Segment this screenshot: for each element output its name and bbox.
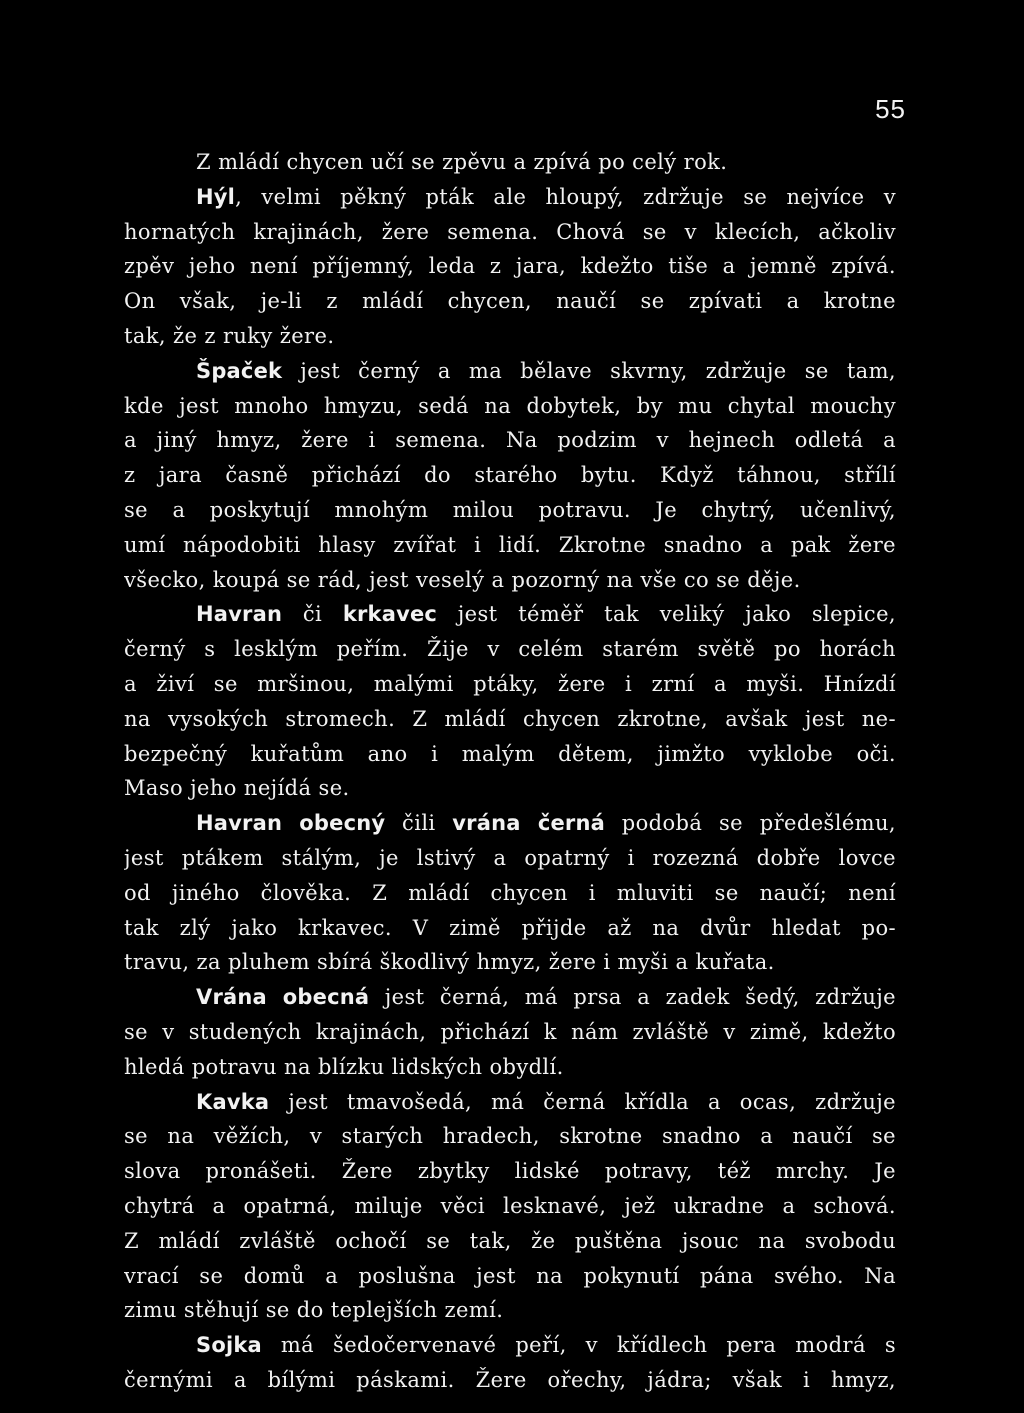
- text-run: z jara časně přichází do starého bytu. Když táhnou, střílí: [124, 463, 896, 488]
- text-run: se a poskytují mnohým milou potravu. Je chytrý, učenlivý,: [124, 497, 896, 522]
- text-line: [124, 1224, 896, 1259]
- text-run: hornatých krajinách, žere semena. Chová se v klecích, ačkoliv: [124, 219, 896, 244]
- species-name: Havran obecný: [196, 811, 386, 836]
- text-line: [124, 737, 896, 772]
- text-run: čili: [385, 811, 453, 836]
- text-line: [124, 945, 896, 980]
- body-text: [124, 145, 896, 1398]
- text-run: od jiného člověka. Z mládí chycen i mluviti se naučí; není: [124, 880, 896, 905]
- text-line: [124, 528, 896, 563]
- text-line: [124, 1119, 896, 1154]
- text-run: má šedočervenavé peří, v křídlech pera modrá s: [261, 1333, 896, 1358]
- text-line: [124, 876, 896, 911]
- text-run: chytrá a opatrná, miluje věci lesknavé, jež ukradne a schová.: [124, 1193, 896, 1218]
- text-line: [124, 1050, 896, 1085]
- species-name: Hýl: [196, 184, 236, 209]
- text-run: , velmi pěkný pták ale hloupý, zdržuje se nejvíce v: [235, 184, 896, 209]
- text-run: se v studených krajinách, přichází k nám zvláště v zimě, kdežto: [124, 1019, 896, 1044]
- text-line: [124, 771, 896, 806]
- text-line: [124, 458, 896, 493]
- text-run: Z mládí zvláště ochočí se tak, že puštěna jsouc na svobodu: [124, 1228, 896, 1253]
- text-run: zpěv jeho není příjemný, leda z jara, kdežto tiše a jemně zpívá.: [124, 254, 896, 279]
- species-name: Špaček: [196, 358, 283, 383]
- text-run: a živí se mršinou, malými ptáky, žere i zrní a myši. Hnízdí: [124, 671, 896, 696]
- text-run: a jiný hmyz, žere i semena. Na podzim v hejnech odletá a: [124, 428, 896, 453]
- text-line: [124, 1259, 896, 1294]
- page-number: 55: [875, 94, 906, 124]
- species-name: Vrána obecná: [196, 985, 370, 1010]
- text-run: vrací se domů a poslušna jest na pokynutí pána svého. Na: [124, 1263, 896, 1288]
- text-run: tak, že z ruky žere.: [124, 323, 335, 348]
- text-line: [124, 563, 896, 598]
- text-line: [124, 632, 896, 667]
- text-run: černý s lesklým peřím. Žije v celém starém světě po horách: [124, 637, 896, 662]
- text-run: slova pronášeti. Žere zbytky lidské potravy, též mrchy. Je: [124, 1159, 896, 1184]
- text-line: [124, 389, 896, 424]
- text-line: [124, 249, 896, 284]
- text-line: [124, 667, 896, 702]
- text-line: [124, 1328, 896, 1363]
- text-line: [124, 1293, 896, 1328]
- text-line: [124, 284, 896, 319]
- text-run: umí nápodobiti hlasy zvířat i lidí. Zkrotne snadno a pak žere: [124, 532, 896, 557]
- text-run: jest téměř tak veliký jako slepice,: [437, 602, 896, 627]
- text-line: [124, 1154, 896, 1189]
- text-run: jest tmavošedá, má černá křídla a ocas, zdržuje: [269, 1089, 896, 1114]
- text-run: zimu stěhují se do teplejších zemí.: [124, 1298, 504, 1323]
- text-line: [124, 215, 896, 250]
- text-line: [124, 911, 896, 946]
- text-run: podobá se předešlému,: [604, 811, 896, 836]
- text-line: [124, 493, 896, 528]
- text-line: [124, 702, 896, 737]
- text-line: [124, 1189, 896, 1224]
- text-run: Maso jeho nejídá se.: [124, 776, 350, 801]
- text-run: hledá potravu na blízku lidských obydlí.: [124, 1054, 564, 1079]
- text-run: černými a bílými páskami. Žere ořechy, jádra; však i hmyz,: [124, 1367, 896, 1392]
- text-run: tak zlý jako krkavec. V zimě přijde až na dvůr hledat po-: [124, 915, 896, 940]
- species-name: krkavec: [342, 602, 438, 627]
- text-run: On však, je-li z mládí chycen, naučí se zpívati a krotne: [124, 289, 896, 314]
- text-line: [124, 841, 896, 876]
- text-line: [124, 1085, 896, 1120]
- text-run: bezpečný kuřatům ano i malým dětem, jimžto vyklobe oči.: [124, 741, 896, 766]
- text-line: [124, 1363, 896, 1398]
- text-line: [124, 180, 896, 215]
- text-line: [124, 806, 896, 841]
- text-run: všecko, koupá se rád, jest veselý a pozorný na vše co se děje.: [124, 567, 801, 592]
- text-run: jest černá, má prsa a zadek šedý, zdržuje: [369, 985, 896, 1010]
- text-run: se na věžích, v starých hradech, skrotne snadno a naučí se: [124, 1124, 896, 1149]
- text-run: travu, za pluhem sbírá škodlivý hmyz, žere i myši a kuřata.: [124, 950, 775, 975]
- text-run: kde jest mnoho hmyzu, sedá na dobytek, by mu chytal mouchy: [124, 393, 896, 418]
- species-name: Havran: [196, 602, 283, 627]
- text-run: jest ptákem stálým, je lstivý a opatrný i rozezná dobře lovce: [124, 845, 896, 870]
- text-run: či: [282, 602, 343, 627]
- text-line: [124, 980, 896, 1015]
- text-line: [124, 1015, 896, 1050]
- species-name: vrána černá: [452, 811, 605, 836]
- species-name: Sojka: [196, 1333, 262, 1358]
- text-line: [124, 319, 896, 354]
- text-run: na vysokých stromech. Z mládí chycen zkrotne, avšak jest ne-: [124, 706, 896, 731]
- species-name: Kavka: [196, 1089, 270, 1114]
- text-line: [124, 354, 896, 389]
- text-line: [124, 145, 896, 180]
- text-line: [124, 423, 896, 458]
- text-run: Z mládí chycen učí se zpěvu a zpívá po celý rok.: [196, 150, 728, 174]
- text-line: [124, 597, 896, 632]
- text-run: jest černý a ma bělave skvrny, zdržuje se tam,: [282, 358, 896, 383]
